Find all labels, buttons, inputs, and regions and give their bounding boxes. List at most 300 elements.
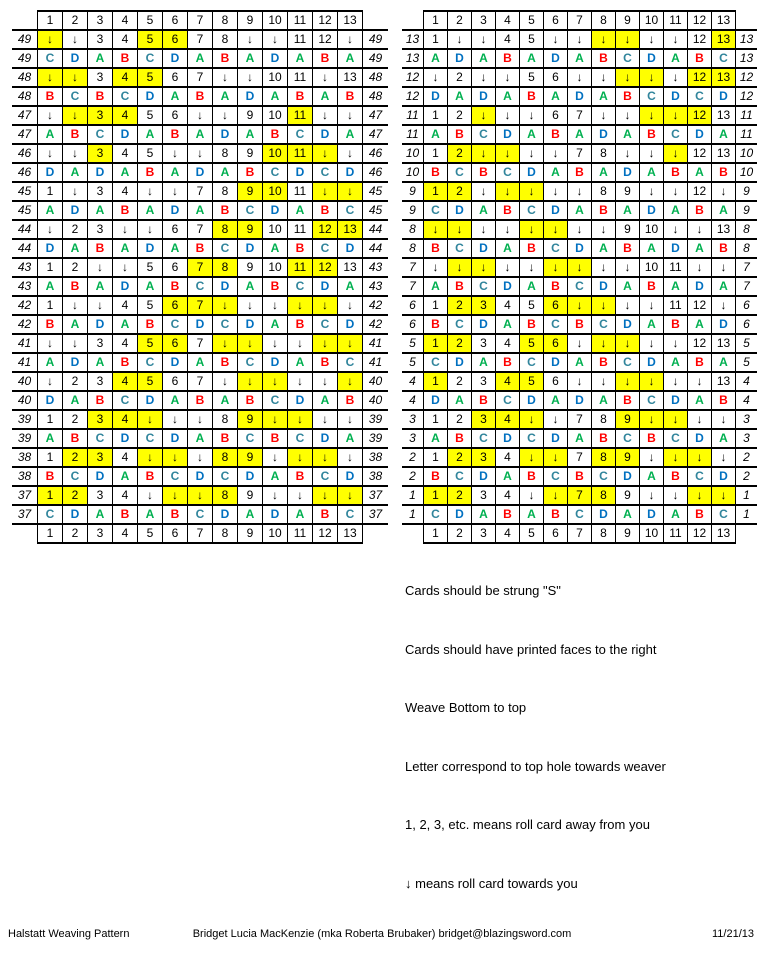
letter-cell: D xyxy=(544,201,568,220)
turn-cell: 6 xyxy=(163,220,188,239)
letter-cell: C xyxy=(63,87,88,106)
turn-cell: ↓ xyxy=(38,334,63,353)
turn-cell: 4 xyxy=(113,334,138,353)
letter-cell: D xyxy=(472,315,496,334)
turn-cell: 13 xyxy=(712,106,736,125)
row-label: 42 xyxy=(363,296,389,315)
letter-cell: A xyxy=(288,201,313,220)
letter-cell: B xyxy=(188,239,213,258)
turn-cell: ↓ xyxy=(288,296,313,315)
row-label: 7 xyxy=(736,277,758,296)
turn-row xyxy=(12,182,388,201)
row-label: 5 xyxy=(402,353,424,372)
column-header: 2 xyxy=(63,524,88,543)
turn-cell: ↓ xyxy=(313,296,338,315)
turn-cell: ↓ xyxy=(188,448,213,467)
turn-cell: 12 xyxy=(313,258,338,277)
turn-cell: 4 xyxy=(113,296,138,315)
letter-cell: A xyxy=(640,467,664,486)
turn-cell: 8 xyxy=(592,182,616,201)
letter-cell: A xyxy=(263,87,288,106)
turn-cell: 12 xyxy=(688,30,712,49)
letter-cell: A xyxy=(688,163,712,182)
turn-cell: ↓ xyxy=(163,144,188,163)
turn-cell: 3 xyxy=(88,372,113,391)
letter-cell: D xyxy=(188,163,213,182)
letter-cell: C xyxy=(520,353,544,372)
turn-cell: 3 xyxy=(88,334,113,353)
letter-cell: D xyxy=(213,125,238,144)
turn-cell: 2 xyxy=(448,334,472,353)
row-label: 5 xyxy=(736,334,758,353)
letter-cell: D xyxy=(88,467,113,486)
column-header: 9 xyxy=(238,524,263,543)
letter-cell: B xyxy=(712,239,736,258)
letter-cell: C xyxy=(63,467,88,486)
letter-cell: C xyxy=(88,429,113,448)
turn-cell: 3 xyxy=(88,68,113,87)
row-label: 40 xyxy=(12,391,38,410)
letter-cell: B xyxy=(640,429,664,448)
author-credit: Bridget Lucia MacKenzie (mka Roberta Brubaker) bridget@blazingsword.com xyxy=(192,928,572,940)
letter-cell: A xyxy=(63,239,88,258)
letter-cell: B xyxy=(263,125,288,144)
letter-cell: C xyxy=(238,429,263,448)
letter-cell: D xyxy=(520,391,544,410)
turn-cell: 6 xyxy=(544,372,568,391)
letter-cell: B xyxy=(616,239,640,258)
turn-cell: ↓ xyxy=(313,372,338,391)
letter-row xyxy=(12,239,388,258)
column-header: 10 xyxy=(263,11,288,30)
letter-cell: B xyxy=(688,201,712,220)
letter-cell: C xyxy=(472,429,496,448)
letter-cell: B xyxy=(263,277,288,296)
letter-cell: B xyxy=(520,467,544,486)
turn-cell: 3 xyxy=(88,144,113,163)
row-label: 4 xyxy=(736,391,758,410)
turn-row xyxy=(12,106,388,125)
turn-cell: ↓ xyxy=(138,182,163,201)
letter-cell: B xyxy=(113,505,138,524)
letter-cell: D xyxy=(472,87,496,106)
turn-cell: 3 xyxy=(472,296,496,315)
turn-cell: ↓ xyxy=(113,258,138,277)
letter-cell: A xyxy=(448,391,472,410)
letter-cell: B xyxy=(664,163,688,182)
turn-cell: 8 xyxy=(213,448,238,467)
letter-cell: B xyxy=(448,277,472,296)
row-label: 41 xyxy=(12,334,38,353)
turn-cell: ↓ xyxy=(688,220,712,239)
row-label: 38 xyxy=(363,448,389,467)
turn-cell: ↓ xyxy=(568,182,592,201)
turn-cell: 10 xyxy=(263,68,288,87)
turn-cell: ↓ xyxy=(424,220,448,239)
turn-cell: ↓ xyxy=(520,448,544,467)
instruction-line: ↓ means roll card towards you xyxy=(405,875,578,891)
row-label: 1 xyxy=(402,505,424,524)
letter-cell: D xyxy=(113,277,138,296)
letter-cell: A xyxy=(188,125,213,144)
turn-cell: 9 xyxy=(616,410,640,429)
letter-cell: B xyxy=(520,315,544,334)
turn-cell: ↓ xyxy=(263,372,288,391)
letter-cell: A xyxy=(213,87,238,106)
corner-cell xyxy=(12,524,38,543)
turn-cell: 13 xyxy=(712,68,736,87)
letter-cell: D xyxy=(238,467,263,486)
letter-cell: B xyxy=(520,87,544,106)
turn-cell: 11 xyxy=(664,258,688,277)
turn-cell: 5 xyxy=(138,30,163,49)
letter-cell: B xyxy=(592,353,616,372)
letter-cell: D xyxy=(88,163,113,182)
turn-cell: ↓ xyxy=(640,410,664,429)
turn-cell: 11 xyxy=(664,296,688,315)
row-label: 4 xyxy=(402,391,424,410)
letter-cell: D xyxy=(113,125,138,144)
turn-cell: ↓ xyxy=(640,30,664,49)
turn-cell: 4 xyxy=(113,144,138,163)
letter-cell: C xyxy=(688,467,712,486)
letter-cell: A xyxy=(338,125,363,144)
turn-cell: 6 xyxy=(163,106,188,125)
row-label: 13 xyxy=(736,30,758,49)
letter-row xyxy=(12,125,388,144)
turn-row xyxy=(402,220,757,239)
letter-cell: C xyxy=(616,429,640,448)
row-label: 12 xyxy=(402,87,424,106)
turn-cell: 9 xyxy=(238,144,263,163)
letter-cell: B xyxy=(338,391,363,410)
turn-cell: ↓ xyxy=(616,296,640,315)
turn-cell: 2 xyxy=(63,448,88,467)
turn-cell: 1 xyxy=(424,296,448,315)
turn-cell: 12 xyxy=(688,106,712,125)
column-header: 8 xyxy=(592,524,616,543)
turn-cell: 10 xyxy=(263,182,288,201)
letter-cell: B xyxy=(448,125,472,144)
letter-cell: A xyxy=(338,49,363,68)
letter-row xyxy=(12,353,388,372)
turn-cell: ↓ xyxy=(263,486,288,505)
letter-cell: B xyxy=(592,49,616,68)
turn-cell: ↓ xyxy=(544,220,568,239)
column-header: 13 xyxy=(338,11,363,30)
turn-cell: ↓ xyxy=(592,68,616,87)
row-label: 48 xyxy=(363,68,389,87)
letter-cell: C xyxy=(138,49,163,68)
letter-cell: A xyxy=(238,49,263,68)
column-header: 3 xyxy=(88,11,113,30)
turn-cell: 7 xyxy=(568,144,592,163)
letter-cell: A xyxy=(88,505,113,524)
letter-cell: C xyxy=(263,391,288,410)
letter-cell: D xyxy=(163,49,188,68)
letter-cell: D xyxy=(616,467,640,486)
turn-cell: ↓ xyxy=(568,258,592,277)
turn-row xyxy=(402,410,757,429)
turn-cell: ↓ xyxy=(544,144,568,163)
row-label: 47 xyxy=(363,106,389,125)
turn-cell: ↓ xyxy=(472,144,496,163)
turn-cell: ↓ xyxy=(616,30,640,49)
turn-cell: 2 xyxy=(448,68,472,87)
letter-cell: A xyxy=(424,49,448,68)
letter-row xyxy=(12,277,388,296)
turn-cell: ↓ xyxy=(472,258,496,277)
instruction-line: Cards should have printed faces to the right xyxy=(405,641,657,657)
letter-cell: A xyxy=(113,315,138,334)
row-label: 48 xyxy=(363,87,389,106)
letter-cell: D xyxy=(338,239,363,258)
turn-cell: ↓ xyxy=(592,30,616,49)
column-header: 11 xyxy=(664,11,688,30)
turn-cell: 5 xyxy=(138,144,163,163)
turn-cell: 13 xyxy=(712,30,736,49)
letter-cell: A xyxy=(163,391,188,410)
letter-cell: D xyxy=(568,87,592,106)
letter-cell: B xyxy=(712,391,736,410)
row-label: 47 xyxy=(12,125,38,144)
turn-cell: ↓ xyxy=(313,68,338,87)
column-header: 11 xyxy=(288,524,313,543)
letter-cell: A xyxy=(568,201,592,220)
turn-cell: ↓ xyxy=(520,486,544,505)
letter-cell: A xyxy=(592,163,616,182)
row-label: 1 xyxy=(736,505,758,524)
letter-cell: A xyxy=(113,163,138,182)
row-label: 46 xyxy=(363,163,389,182)
letter-cell: A xyxy=(616,277,640,296)
letter-cell: C xyxy=(88,125,113,144)
letter-cell: C xyxy=(313,163,338,182)
turn-cell: ↓ xyxy=(338,410,363,429)
row-label: 3 xyxy=(736,429,758,448)
row-label: 42 xyxy=(363,315,389,334)
letter-row xyxy=(12,467,388,486)
letter-cell: C xyxy=(448,239,472,258)
turn-cell: 4 xyxy=(496,372,520,391)
turn-cell: ↓ xyxy=(496,220,520,239)
row-label: 8 xyxy=(736,220,758,239)
letter-cell: C xyxy=(544,315,568,334)
letter-cell: D xyxy=(568,391,592,410)
row-label: 11 xyxy=(736,106,758,125)
turn-cell: ↓ xyxy=(640,334,664,353)
letter-cell: C xyxy=(640,87,664,106)
row-label: 9 xyxy=(402,182,424,201)
letter-cell: A xyxy=(288,353,313,372)
row-label: 12 xyxy=(402,68,424,87)
turn-cell: 10 xyxy=(263,220,288,239)
letter-cell: B xyxy=(138,315,163,334)
turn-cell: 8 xyxy=(592,448,616,467)
letter-cell: A xyxy=(288,505,313,524)
column-header: 13 xyxy=(338,524,363,543)
turn-cell: ↓ xyxy=(138,448,163,467)
letter-cell: D xyxy=(188,315,213,334)
turn-cell: 1 xyxy=(424,182,448,201)
turn-cell: ↓ xyxy=(640,144,664,163)
turn-cell: 10 xyxy=(263,144,288,163)
letter-cell: D xyxy=(496,429,520,448)
turn-cell: 9 xyxy=(238,258,263,277)
letter-cell: D xyxy=(188,467,213,486)
letter-cell: C xyxy=(568,505,592,524)
letter-cell: B xyxy=(472,163,496,182)
letter-cell: D xyxy=(592,505,616,524)
letter-cell: B xyxy=(664,315,688,334)
turn-cell: 5 xyxy=(138,334,163,353)
turn-cell: ↓ xyxy=(664,68,688,87)
letter-cell: D xyxy=(712,87,736,106)
turn-cell: ↓ xyxy=(38,106,63,125)
letter-cell: C xyxy=(520,201,544,220)
turn-cell: ↓ xyxy=(263,30,288,49)
turn-cell: ↓ xyxy=(472,106,496,125)
letter-cell: D xyxy=(640,505,664,524)
turn-cell: ↓ xyxy=(712,448,736,467)
letter-cell: B xyxy=(640,277,664,296)
turn-cell: 11 xyxy=(288,258,313,277)
turn-cell: ↓ xyxy=(38,68,63,87)
row-label: 43 xyxy=(363,277,389,296)
turn-cell: 7 xyxy=(188,220,213,239)
letter-cell: B xyxy=(163,505,188,524)
turn-cell: ↓ xyxy=(88,296,113,315)
letter-cell: D xyxy=(568,239,592,258)
turn-cell: 4 xyxy=(113,372,138,391)
letter-cell: B xyxy=(63,429,88,448)
turn-cell: 1 xyxy=(424,372,448,391)
letter-cell: C xyxy=(496,163,520,182)
letter-cell: B xyxy=(313,505,338,524)
letter-cell: C xyxy=(138,353,163,372)
letter-cell: D xyxy=(263,201,288,220)
turn-cell: ↓ xyxy=(520,410,544,429)
letter-cell: A xyxy=(288,49,313,68)
letter-cell: D xyxy=(63,353,88,372)
letter-cell: A xyxy=(263,467,288,486)
turn-cell: 5 xyxy=(138,106,163,125)
turn-row xyxy=(12,296,388,315)
letter-cell: A xyxy=(113,239,138,258)
turn-cell: 12 xyxy=(313,220,338,239)
turn-cell: 3 xyxy=(472,410,496,429)
row-label: 44 xyxy=(12,220,38,239)
letter-cell: B xyxy=(238,391,263,410)
row-label: 11 xyxy=(402,125,424,144)
turn-cell: 1 xyxy=(38,486,63,505)
turn-cell: 12 xyxy=(688,334,712,353)
turn-cell: ↓ xyxy=(664,144,688,163)
letter-cell: C xyxy=(188,277,213,296)
turn-cell: 7 xyxy=(188,182,213,201)
turn-cell: 5 xyxy=(520,296,544,315)
row-label: 4 xyxy=(402,372,424,391)
turn-row xyxy=(12,334,388,353)
turn-cell: 4 xyxy=(113,182,138,201)
letter-cell: B xyxy=(664,467,688,486)
row-label: 10 xyxy=(402,163,424,182)
corner-cell xyxy=(736,11,758,30)
turn-cell: ↓ xyxy=(712,258,736,277)
letter-cell: C xyxy=(664,429,688,448)
row-label: 9 xyxy=(736,182,758,201)
letter-cell: D xyxy=(472,467,496,486)
letter-cell: A xyxy=(712,429,736,448)
letter-row xyxy=(402,87,757,106)
turn-cell: 4 xyxy=(113,30,138,49)
letter-cell: B xyxy=(424,467,448,486)
turn-cell: 11 xyxy=(288,106,313,125)
letter-cell: A xyxy=(424,125,448,144)
row-label: 6 xyxy=(402,296,424,315)
row-label: 12 xyxy=(736,68,758,87)
turn-cell: 9 xyxy=(238,106,263,125)
column-header: 3 xyxy=(88,524,113,543)
letter-cell: C xyxy=(263,163,288,182)
turn-cell: ↓ xyxy=(568,220,592,239)
turn-cell: ↓ xyxy=(188,144,213,163)
letter-cell: D xyxy=(338,315,363,334)
letter-cell: C xyxy=(138,429,163,448)
letter-cell: A xyxy=(496,315,520,334)
turn-cell: ↓ xyxy=(38,144,63,163)
letter-cell: A xyxy=(138,125,163,144)
letter-cell: B xyxy=(38,467,63,486)
row-label: 42 xyxy=(12,315,38,334)
column-header: 13 xyxy=(712,11,736,30)
row-label: 13 xyxy=(736,49,758,68)
turn-cell: 6 xyxy=(544,68,568,87)
letter-cell: D xyxy=(448,353,472,372)
turn-cell: 9 xyxy=(616,182,640,201)
turn-cell: ↓ xyxy=(38,372,63,391)
column-header: 3 xyxy=(472,11,496,30)
row-label: 47 xyxy=(12,106,38,125)
turn-cell: 5 xyxy=(520,334,544,353)
letter-cell: A xyxy=(163,239,188,258)
turn-cell: ↓ xyxy=(213,68,238,87)
row-label: 3 xyxy=(736,410,758,429)
turn-cell: ↓ xyxy=(313,334,338,353)
turn-cell: 4 xyxy=(496,448,520,467)
turn-cell: ↓ xyxy=(616,68,640,87)
letter-cell: B xyxy=(616,391,640,410)
row-label: 7 xyxy=(402,277,424,296)
turn-cell: ↓ xyxy=(338,106,363,125)
letter-cell: B xyxy=(712,163,736,182)
letter-cell: A xyxy=(88,353,113,372)
letter-cell: D xyxy=(496,125,520,144)
letter-cell: D xyxy=(163,353,188,372)
column-header: 5 xyxy=(138,11,163,30)
letter-cell: D xyxy=(424,87,448,106)
letter-cell: C xyxy=(188,505,213,524)
turn-cell: 9 xyxy=(616,220,640,239)
header-row xyxy=(402,524,757,543)
turn-cell: ↓ xyxy=(640,106,664,125)
letter-cell: A xyxy=(188,201,213,220)
letter-cell: A xyxy=(688,239,712,258)
letter-cell: A xyxy=(520,277,544,296)
turn-cell: 12 xyxy=(688,182,712,201)
row-label: 45 xyxy=(363,201,389,220)
turn-cell: ↓ xyxy=(263,296,288,315)
